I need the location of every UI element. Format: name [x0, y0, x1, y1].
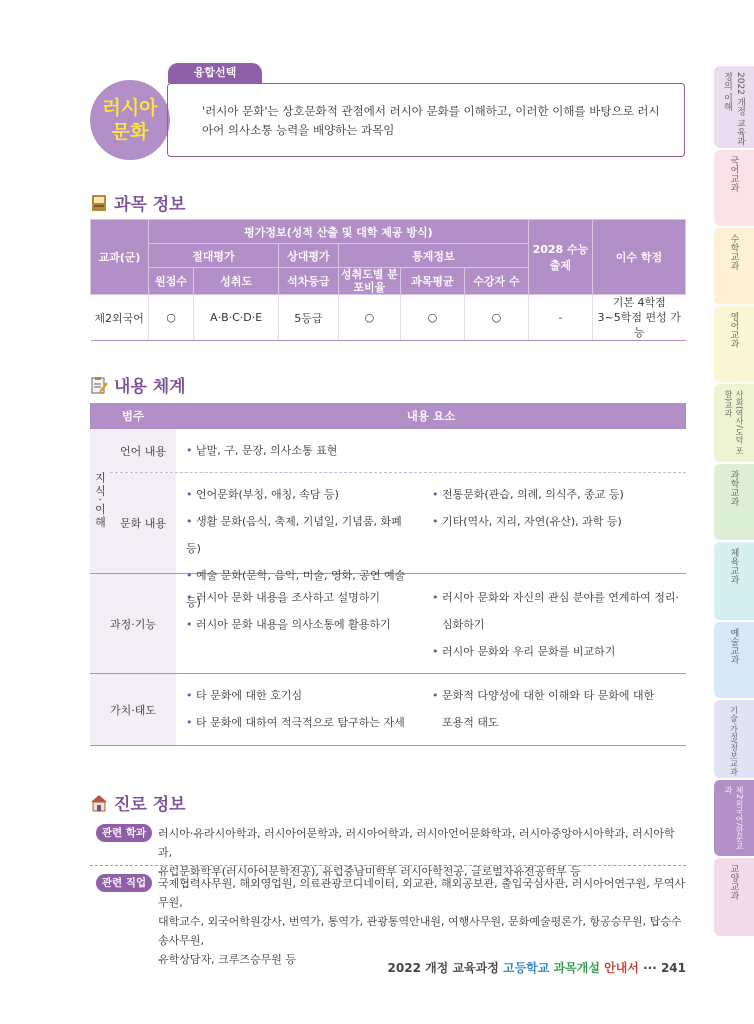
th-2028: 2028 수능 출제 — [528, 220, 592, 295]
list-item: • 낱말, 구, 문장, 의사소통 표현 — [186, 437, 337, 464]
th-raw: 원점수 — [148, 268, 193, 295]
list-item-cont: 포용적 태도 — [442, 716, 499, 729]
book-icon — [90, 194, 108, 212]
side-tab-10[interactable] — [714, 858, 754, 936]
th-avg: 과목평균 — [400, 268, 464, 295]
page-number: ··· 241 — [638, 961, 686, 975]
cell-dist: ○ — [338, 295, 400, 341]
th-rank: 석차등급 — [278, 268, 338, 295]
side-tab-3[interactable] — [714, 306, 754, 382]
side-tab-label: 수학교과 — [728, 234, 739, 270]
side-tab-label: 과학교과 — [728, 470, 739, 506]
list-item: • 타 문화에 대하여 적극적으로 탐구하는 자세 — [186, 709, 418, 736]
dept-label: 관련 학과 — [96, 824, 152, 842]
subject-info-table — [90, 219, 686, 341]
list-item: • 러시아 문화와 자신의 관심 분야를 연계하여 정리· — [432, 584, 682, 611]
list-item: • 러시아 문화 내용을 의사소통에 활용하기 — [186, 611, 418, 638]
side-tab-6[interactable] — [714, 542, 754, 620]
footer-highlight-1: 고등학교 — [503, 961, 550, 975]
cell-count: ○ — [464, 295, 528, 341]
list-item: • 언어문화(부칭, 애칭, 속담 등) — [186, 481, 418, 508]
side-tab-0[interactable] — [714, 66, 754, 148]
th-dist: 성취도별 분포비율 — [338, 268, 400, 295]
th-grade: 성취도 — [194, 268, 279, 295]
header-category: 범주 — [121, 409, 145, 423]
knowledge-text: 지식·이해 — [93, 472, 107, 530]
dept-line1: 러시아·유라시아학과, 러시아어문학과, 러시아어학과, 러시아언어문화학과, 러시아중앙아시아학과, 러시아학과, — [158, 827, 675, 859]
list-item-cont: 심화하기 — [442, 618, 485, 631]
subject-description: '러시아 문화'는 상호문화적 관점에서 러시아 문화를 이해하고, 이러한 이해를 바탕으로 러시아어 의사소통 능력을 배양하는 과목임 — [167, 83, 685, 157]
clipboard-pencil-icon — [90, 376, 108, 394]
lang-label: 언어 내용 — [110, 429, 176, 472]
list-item: • 문화적 다양성에 대한 이해와 타 문화에 대한 — [432, 682, 682, 709]
cell-exam: - — [528, 295, 592, 341]
side-tab-1[interactable] — [714, 150, 754, 226]
list-item: • 예술 문화(문학, 음악, 미술, 영화, 공연 예술 등) — [186, 562, 418, 616]
process-left — [176, 574, 428, 673]
list-item: • 타 문화에 대한 호기심 — [186, 682, 418, 709]
th-group: 평가정보(성적 산출 및 대학 제공 방식) — [148, 220, 528, 244]
process-right — [428, 574, 686, 673]
th-relative: 상대평가 — [278, 244, 338, 268]
job-label: 관련 직업 — [96, 874, 152, 892]
cell-rank: 5등급 — [278, 295, 338, 341]
side-tab-label: 국어교과 — [728, 156, 739, 192]
list-item: • 러시아 문화와 우리 문화를 비교하기 — [432, 638, 682, 665]
job-line3: 유학상담자, 크루즈승무원 등 — [158, 953, 297, 966]
subject-name-line1: 러시아 — [102, 97, 158, 119]
cell-credit — [592, 295, 685, 341]
side-tab-7[interactable] — [714, 622, 754, 698]
lang-items — [176, 429, 347, 472]
tag-label: 융합선택 — [168, 63, 262, 83]
school-icon — [90, 794, 108, 812]
list-item: • 전통문화(관습, 의례, 의식주, 종교 등) — [432, 481, 682, 508]
subject-name-line2: 문화 — [111, 121, 149, 143]
knowledge-label — [90, 429, 110, 573]
side-tab-label: 기술·가정/정보교과 — [729, 706, 739, 776]
table-row — [91, 295, 686, 341]
th-count: 수강자 수 — [464, 268, 528, 295]
credit-line1: 기본 4학점 — [612, 296, 666, 309]
dept-line2: 유럽문화학부(러시아어문학전공), 유럽중남미학부 러시아학전공, 글로벌자유전공학부 등 — [158, 865, 581, 878]
value-right — [428, 674, 686, 745]
cell-grade: A·B·C·D·E — [194, 295, 279, 341]
side-tab-2[interactable] — [714, 228, 754, 304]
side-tab-label: 영어교과 — [728, 312, 739, 348]
list-item: • 러시아 문화 내용을 조사하고 설명하기 — [186, 584, 418, 611]
job-line1: 국제협력사무원, 해외영업원, 의료관광코디네이터, 외교관, 해외공보관, 출입국심사관, 러시아어연구원, 무역사무원, — [158, 877, 686, 909]
list-item: • 생활 문화(음식, 축제, 기념일, 기념품, 화폐 등) — [186, 508, 418, 562]
section-content-label: 내용 체계 — [114, 377, 186, 397]
footer-highlight-3: 안내서 — [599, 961, 639, 975]
side-tab-label: 2022 개정 교육과정의 이해 — [722, 72, 745, 146]
culture-right — [428, 473, 686, 573]
side-tab-label: 예술교과 — [728, 628, 739, 664]
dept-text — [158, 824, 686, 881]
side-tab-9-active[interactable] — [714, 780, 754, 856]
th-credit: 이수 학점 — [592, 220, 685, 295]
subject-badge — [90, 80, 170, 160]
side-tab-8[interactable] — [714, 700, 754, 778]
related-dept-block — [90, 822, 686, 878]
side-tab-label: 교양교과 — [728, 864, 739, 900]
cell-avg: ○ — [400, 295, 464, 341]
job-line2: 대학교수, 외국어학원강사, 번역가, 통역가, 관광통역안내원, 여행사무원, 문화예술평론가, 항공승무원, 탑승수송사무원, — [158, 915, 682, 947]
culture-label: 문화 내용 — [110, 473, 176, 573]
job-text — [158, 874, 686, 969]
section-career-label: 진로 정보 — [114, 795, 186, 815]
section-info-label: 과목 정보 — [114, 195, 186, 215]
page-footer — [388, 959, 686, 976]
credit-line2: 3~5학점 편성 가능 — [597, 311, 681, 339]
footer-prefix: 2022 개정 교육과정 — [387, 961, 503, 975]
value-label: 가치·태도 — [90, 674, 176, 745]
section-title-info — [90, 190, 186, 215]
side-tab-4[interactable] — [714, 384, 754, 462]
value-left — [176, 674, 428, 745]
header-elements: 내용 요소 — [406, 409, 456, 423]
section-title-career — [90, 790, 186, 815]
process-label: 과정·기능 — [90, 574, 176, 673]
side-tab-label: 제2외국어/한문교과 — [724, 786, 744, 850]
cell-raw: ○ — [148, 295, 193, 341]
side-tab-label: 사회(역사/도덕 포함)교과 — [724, 390, 744, 455]
footer-highlight-2: 과목개설 — [553, 961, 600, 975]
side-tab-5[interactable] — [714, 464, 754, 540]
list-item: • 기타(역사, 지리, 자연(유산), 과학 등) — [432, 508, 682, 535]
section-title-content — [90, 372, 186, 397]
th-stat: 통계정보 — [338, 244, 528, 268]
th-subject: 교과(군) — [91, 220, 149, 295]
th-absolute: 절대평가 — [148, 244, 278, 268]
side-tab-label: 체육교과 — [728, 548, 739, 584]
cell-subject: 제2외국어 — [91, 295, 149, 341]
content-structure-table — [90, 403, 686, 746]
